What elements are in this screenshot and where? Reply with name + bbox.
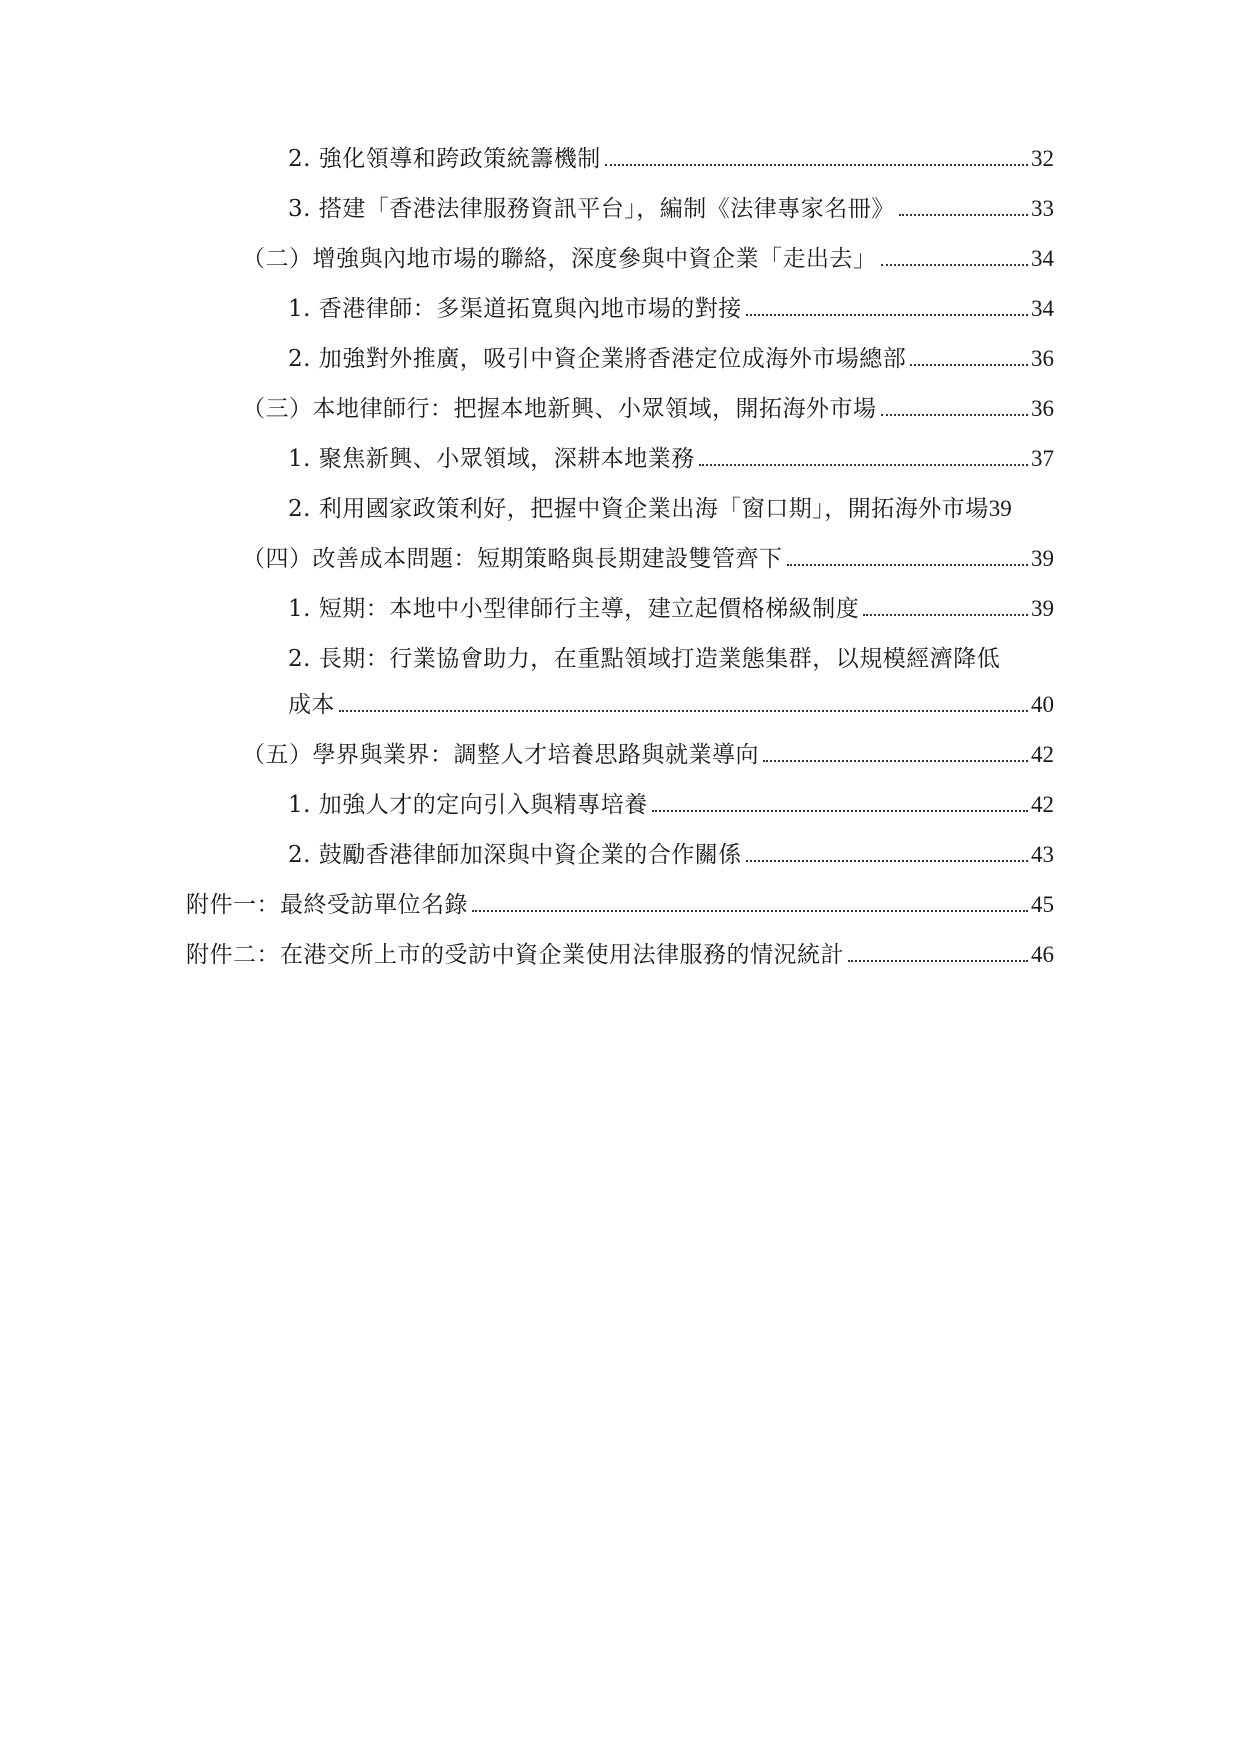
toc-entry [288, 443, 1054, 475]
toc-page-number: 43 [1031, 842, 1054, 867]
dot-leader [746, 860, 1028, 862]
toc-line [288, 143, 1054, 175]
toc-entry [288, 839, 1054, 871]
toc-entry-title: （五）學界與業界：調整人才培養思路與就業導向 [242, 742, 759, 768]
toc-line [186, 939, 1054, 971]
toc-page-number: 34 [1031, 296, 1054, 321]
toc-page-number: 36 [1031, 396, 1054, 421]
toc-line [242, 739, 1054, 771]
dot-leader [746, 314, 1028, 316]
toc-entry [242, 393, 1054, 425]
toc-page-number: 36 [1031, 346, 1054, 371]
table-of-contents [186, 143, 1054, 971]
toc-entry-title: （二）增強與內地市場的聯絡，深度參與中資企業「走出去」 [242, 246, 877, 272]
toc-page-number: 42 [1031, 742, 1054, 767]
dot-leader [848, 960, 1028, 962]
toc-page-number: 32 [1031, 146, 1054, 171]
toc-entry-title-line2: 成本 [288, 692, 335, 718]
toc-line [288, 593, 1054, 625]
toc-entry-title: 附件二：在港交所上市的受訪中資企業使用法律服務的情況統計 [186, 942, 844, 968]
toc-line [186, 889, 1054, 921]
toc-page-number: 39 [1031, 596, 1054, 621]
toc-page-number: 42 [1031, 792, 1054, 817]
dot-leader [472, 910, 1028, 912]
dot-leader [899, 214, 1028, 216]
dot-leader [787, 564, 1029, 566]
toc-entry-title: 2. 加強對外推廣，吸引中資企業將香港定位成海外市場總部 [288, 346, 907, 372]
dot-leader [881, 414, 1029, 416]
toc-line [288, 193, 1054, 225]
dot-leader [699, 464, 1028, 466]
toc-line [288, 343, 1054, 375]
toc-entry [242, 739, 1054, 771]
dot-leader [763, 760, 1028, 762]
toc-entry [186, 939, 1054, 971]
toc-entry [242, 243, 1054, 275]
toc-line [288, 443, 1054, 475]
dot-leader [339, 710, 1028, 712]
dot-leader [910, 364, 1028, 366]
toc-page-number: 46 [1031, 942, 1054, 967]
toc-entry [186, 889, 1054, 921]
toc-entry [288, 293, 1054, 325]
toc-line [288, 789, 1054, 821]
toc-entry [242, 543, 1054, 575]
toc-entry-wrapped [288, 643, 1054, 721]
toc-entry-title: 2. 鼓勵香港律師加深與中資企業的合作關係 [288, 842, 742, 868]
toc-page-number: 40 [1031, 692, 1054, 717]
toc-entry-title: 1. 香港律師：多渠道拓寬與內地市場的對接 [288, 296, 742, 322]
toc-entry [288, 343, 1054, 375]
toc-line [288, 493, 1054, 525]
toc-entry-title: 3. 搭建「香港法律服務資訊平台」，編制《法律專家名冊》 [288, 196, 895, 222]
toc-entry-title: 2. 強化領導和跨政策統籌機制 [288, 146, 601, 172]
toc-entry-title: 1. 短期：本地中小型律師行主導，建立起價格梯級制度 [288, 596, 860, 622]
toc-entry-title-line1: 2. 長期：行業協會助力，在重點領域打造業態集群，以規模經濟降低 [288, 646, 1001, 672]
toc-entry-title: （三）本地律師行：把握本地新興、小眾領域，開拓海外市場 [242, 396, 877, 422]
toc-entry [288, 143, 1054, 175]
toc-entry-title: 2. 利用國家政策利好，把握中資企業出海「窗口期」，開拓海外市場 [288, 496, 989, 522]
toc-entry-title: （四）改善成本問題：短期策略與長期建設雙管齊下 [242, 546, 783, 572]
toc-line [242, 393, 1054, 425]
dot-leader [863, 614, 1028, 616]
toc-page-number: 37 [1031, 446, 1054, 471]
toc-page-number: 33 [1031, 196, 1054, 221]
toc-entry-title: 1. 加強人才的定向引入與精專培養 [288, 792, 648, 818]
dot-leader [881, 264, 1029, 266]
toc-page-number: 39 [1031, 546, 1054, 571]
toc-page-number: 39 [988, 496, 1012, 521]
toc-line [288, 839, 1054, 871]
toc-entry [288, 593, 1054, 625]
dot-leader [652, 810, 1028, 812]
toc-entry-title: 附件一：最終受訪單位名錄 [186, 892, 468, 918]
toc-line [288, 293, 1054, 325]
toc-page-number: 34 [1031, 246, 1054, 271]
dot-leader [605, 164, 1028, 166]
toc-entry-title: 1. 聚焦新興、小眾領域，深耕本地業務 [288, 446, 695, 472]
toc-entry [288, 193, 1054, 225]
toc-line [288, 689, 1054, 721]
toc-entry [288, 493, 1054, 525]
toc-entry [288, 789, 1054, 821]
toc-line [242, 243, 1054, 275]
toc-page-number: 45 [1031, 892, 1054, 917]
toc-line [242, 543, 1054, 575]
